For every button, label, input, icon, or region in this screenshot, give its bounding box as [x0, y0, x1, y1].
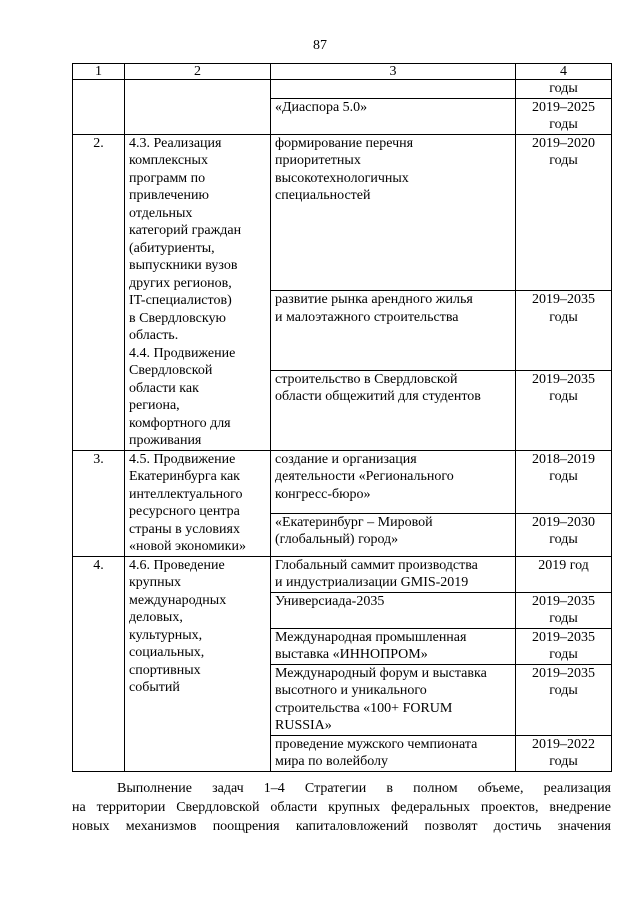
page-number: 87 — [313, 38, 327, 53]
period-cell — [516, 370, 612, 450]
period-cell-line: 2019–2030 — [532, 514, 595, 530]
task-cell — [125, 556, 271, 771]
body-paragraph — [72, 779, 611, 836]
period-cell — [516, 513, 612, 556]
project-cell-line: и индустриализации GMIS-2019 — [275, 575, 469, 590]
project-cell — [271, 134, 516, 291]
project-cell-line: Универсиада-2035 — [275, 593, 385, 609]
task-cell-line: область. — [129, 328, 179, 343]
project-cell-line: Международный форум и выставка — [275, 665, 487, 681]
project-cell-line: области общежитий для студентов — [275, 389, 481, 405]
task-cell — [125, 134, 271, 450]
period-cell-line: 2019–2035 — [532, 629, 595, 645]
project-cell-line: создание и организация — [275, 451, 417, 467]
table-row — [73, 450, 612, 513]
period-cell-line: годы — [549, 647, 578, 662]
project-cell — [271, 664, 516, 735]
task-cell-line: отдельных — [129, 205, 193, 221]
project-cell-line: выставка «ИННОПРОМ» — [275, 647, 428, 662]
task-cell-line: программ по — [129, 170, 206, 186]
period-cell-line: 2019 год — [538, 557, 589, 573]
period-cell-line: 2019–2035 — [532, 665, 595, 681]
period-cell-line: годы — [549, 611, 578, 626]
header-col-3: 3 — [271, 64, 516, 80]
task-cell-line: выпускники вузов — [129, 258, 238, 273]
period-cell — [516, 628, 612, 664]
row-number-cell: 3. — [73, 450, 125, 556]
period-cell-line: годы — [549, 153, 578, 168]
period-cell-line: годы — [549, 683, 578, 698]
task-cell-line: других регионов, — [129, 275, 232, 291]
project-cell: «Диаспора 5.0» — [271, 98, 516, 134]
task-cell-line: региона, — [129, 398, 180, 413]
period-cell — [516, 450, 612, 513]
task-cell-line: привлечению — [129, 188, 209, 203]
task-cell-line: крупных — [129, 575, 182, 590]
task-cell-line: (абитуриенты, — [129, 240, 215, 256]
project-cell — [271, 556, 516, 592]
project-cell — [271, 370, 516, 450]
task-cell-line: спортивных — [129, 662, 201, 678]
period-cell-line: годы — [549, 389, 578, 405]
project-cell-line: конгресс-бюро» — [275, 486, 371, 502]
task-cell-line: 4.6. Проведение — [129, 557, 225, 573]
period-cell-line: 2018–2019 — [532, 451, 595, 467]
task-cell — [125, 450, 271, 556]
project-cell — [271, 450, 516, 513]
project-cell-line: высотного и уникального — [275, 683, 427, 698]
strategy-table — [72, 63, 612, 772]
period-cell-line: годы — [549, 532, 578, 548]
project-cell-line: и малоэтажного строительства — [275, 309, 459, 325]
header-col-2: 2 — [125, 64, 271, 80]
period-cell-line: годы — [549, 754, 578, 769]
project-cell-line: деятельности «Регионального — [275, 469, 454, 484]
task-cell-line: социальных, — [129, 645, 205, 660]
period-cell — [516, 291, 612, 371]
task-cell-line: «новой экономики» — [129, 539, 246, 554]
paragraph-line: новых механизмов поощрения капиталовложений позволят достичь значения — [72, 819, 611, 834]
period-cell-line: годы — [549, 469, 578, 484]
project-cell — [271, 735, 516, 771]
project-cell-line: развитие рынка арендного жилья — [275, 292, 473, 308]
task-cell-line: интеллектуального — [129, 486, 243, 502]
period-cell — [516, 556, 612, 592]
project-cell-line: Международная промышленная — [275, 629, 467, 645]
task-cell-line: Свердловской — [129, 363, 213, 378]
header-col-1: 1 — [73, 64, 125, 80]
task-cell — [125, 80, 271, 135]
period-cell — [516, 592, 612, 628]
task-cell-line: проживания — [129, 433, 202, 448]
task-cell-line: культурных, — [129, 627, 203, 643]
project-cell-line: «Екатеринбург – Мировой — [275, 514, 433, 530]
project-cell-line: формирование перечня — [275, 135, 414, 151]
project-cell — [271, 628, 516, 664]
period-cell-line: 2019–2035 — [532, 371, 595, 387]
task-cell-line: страны в условиях — [129, 521, 240, 537]
task-cell-line: событий — [129, 680, 180, 695]
paragraph-line: на территории Свердловской области крупных федеральных проектов, внедрение — [72, 800, 611, 815]
task-cell-line: деловых, — [129, 610, 183, 625]
period-cell-line: 2019–2020 — [532, 135, 595, 151]
task-cell-line: ресурсного центра — [129, 504, 240, 519]
table-row — [73, 134, 612, 291]
period-cell — [516, 134, 612, 291]
period-cell-line: годы — [549, 309, 578, 325]
period-cell-line: 2019–2022 — [532, 736, 595, 752]
table-header-row — [73, 64, 612, 80]
task-cell-line: категорий граждан — [129, 223, 242, 238]
period-cell-line: 2019–2035 — [532, 593, 595, 609]
period-cell-line: 2019–2035 — [532, 292, 595, 308]
project-cell-line: специальностей — [275, 188, 371, 203]
project-cell — [271, 80, 516, 99]
task-cell-line: IT-специалистов) — [129, 293, 232, 308]
table-row — [73, 556, 612, 592]
task-cell-line: Екатеринбурга как — [129, 469, 240, 484]
row-number-cell: 4. — [73, 556, 125, 771]
task-cell-line: 4.3. Реализация — [129, 135, 222, 151]
task-cell-line: комфортного для — [129, 415, 231, 431]
task-cell-line: 4.4. Продвижение — [129, 345, 236, 361]
project-cell-line: приоритетных — [275, 153, 361, 168]
row-number-cell — [73, 80, 125, 135]
task-cell-line: комплексных — [129, 153, 208, 168]
task-cell-line: 4.5. Продвижение — [129, 451, 236, 467]
project-cell — [271, 513, 516, 556]
period-cell — [516, 664, 612, 735]
project-cell-line: строительство в Свердловской — [275, 371, 458, 387]
row-number-cell: 2. — [73, 134, 125, 450]
project-cell-line: (глобальный) город» — [275, 532, 399, 548]
task-cell-line: международных — [129, 592, 227, 608]
task-cell-line: области как — [129, 380, 199, 396]
header-col-4: 4 — [516, 64, 612, 80]
project-cell-line: строительства «100+ FORUM — [275, 700, 453, 716]
period-cell: 2019–2025 годы — [516, 98, 612, 134]
table-row — [73, 80, 612, 99]
paragraph-line: Выполнение задач 1–4 Стратегии в полном объеме, реализация — [117, 781, 611, 796]
task-cell-line: в Свердловскую — [129, 310, 226, 326]
project-cell — [271, 291, 516, 371]
project-cell-line: мира по волейболу — [275, 754, 389, 769]
period-cell: годы — [516, 80, 612, 99]
project-cell-line: проведение мужского чемпионата — [275, 736, 478, 752]
project-cell-line: Глобальный саммит производства — [275, 557, 478, 573]
project-cell-line: RUSSIA» — [275, 718, 332, 733]
project-cell — [271, 592, 516, 628]
period-cell — [516, 735, 612, 771]
project-cell-line: высокотехнологичных — [275, 170, 409, 186]
